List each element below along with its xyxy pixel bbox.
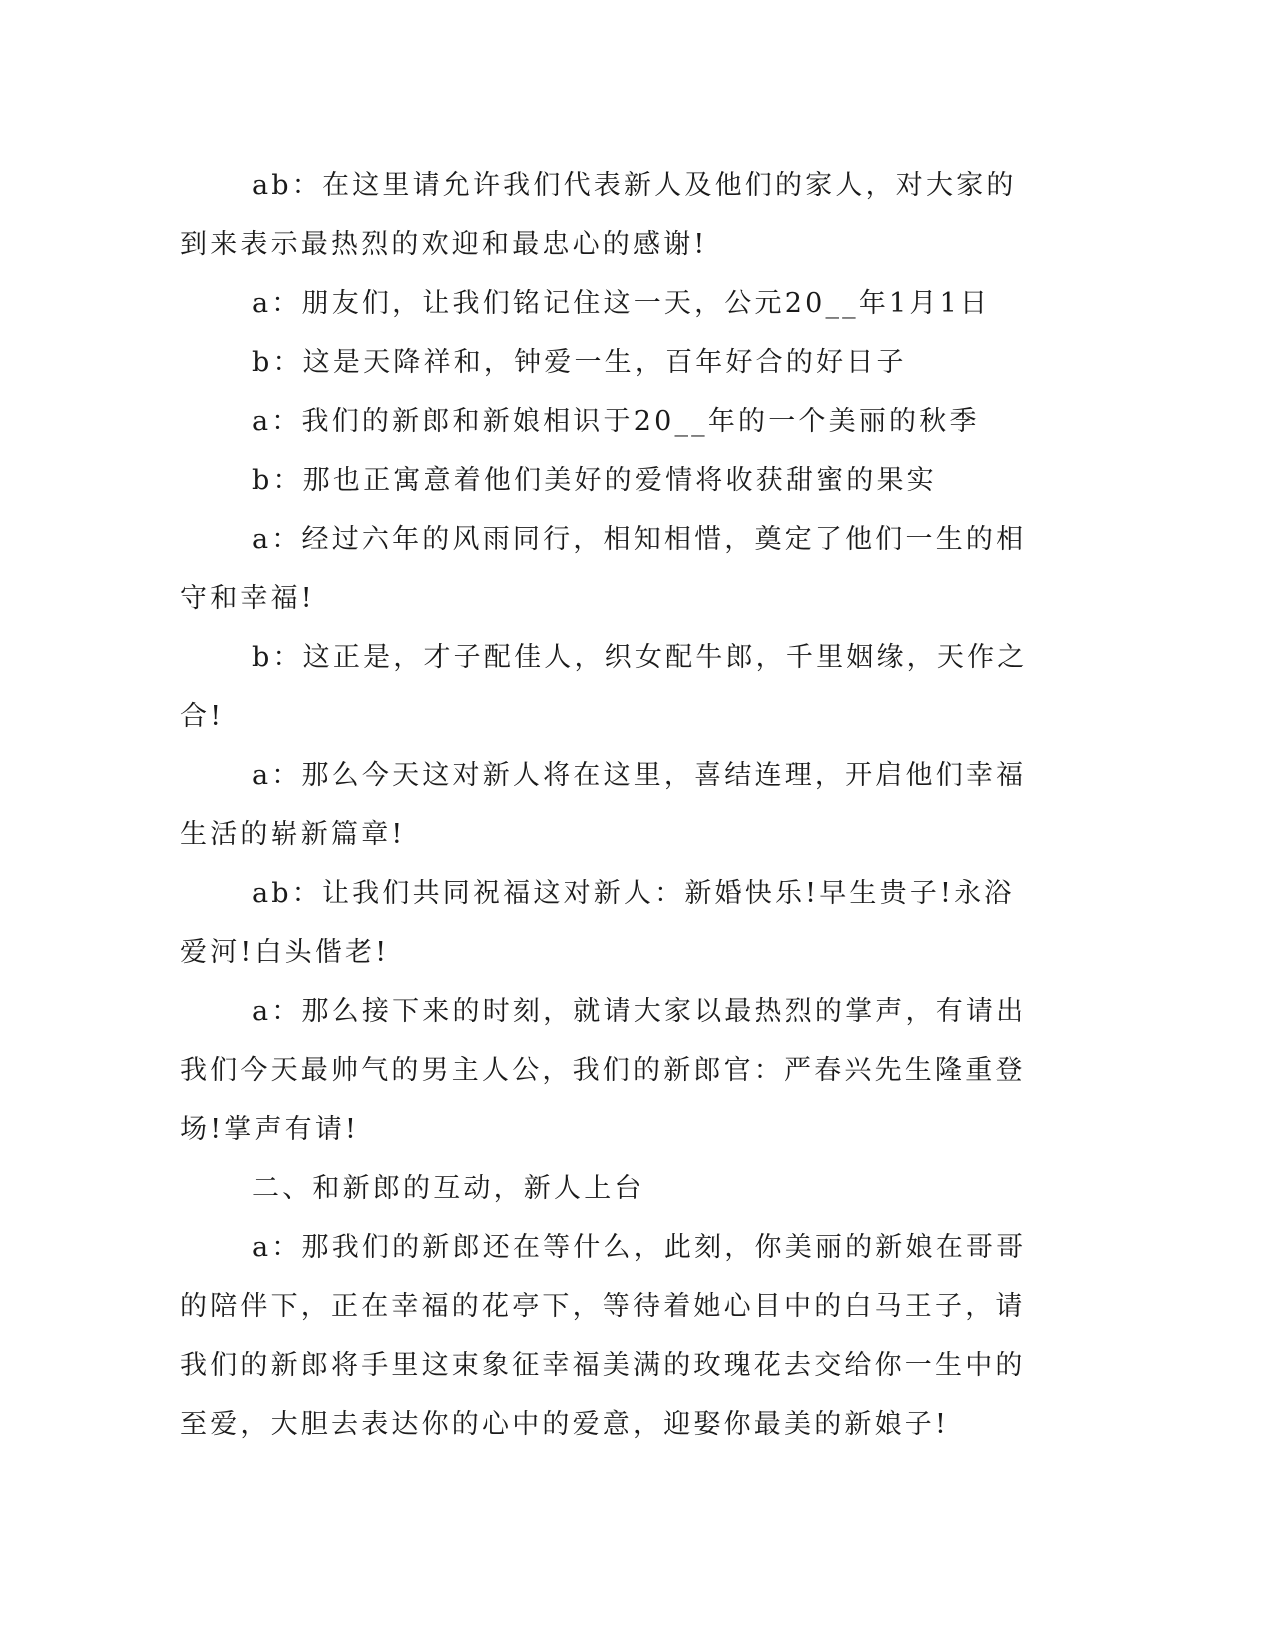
paragraph: b：这正是，才子配佳人，织女配牛郎，千里姻缘，天作之合! (180, 642, 1028, 732)
paragraph: a：那么接下来的时刻，就请大家以最热烈的掌声，有请出我们今天最帅气的男主人公，我们的新郎官：严春兴先生隆重登场!掌声有请! (180, 996, 1027, 1145)
section-heading: 二、和新郎的互动，新人上台 (252, 1173, 645, 1204)
paragraph: a：经过六年的风雨同行，相知相惜，奠定了他们一生的相守和幸福! (180, 524, 1027, 614)
document-body (180, 156, 1035, 1454)
paragraph: a：朋友们，让我们铭记住这一天，公元20__年1月1日 (252, 288, 991, 319)
paragraph: b：那也正寓意着他们美好的爱情将收获甜蜜的果实 (252, 465, 937, 496)
paragraph: ab：在这里请允许我们代表新人及他们的家人，对大家的到来表示最热烈的欢迎和最忠心的感谢! (180, 170, 1017, 260)
paragraph: b：这是天降祥和，钟爱一生，百年好合的好日子 (252, 347, 907, 378)
paragraph: a：我们的新郎和新娘相识于20__年的一个美丽的秋季 (252, 406, 980, 437)
paragraph: a：那么今天这对新人将在这里，喜结连理，开启他们幸福生活的崭新篇章! (180, 760, 1027, 850)
paragraph: ab：让我们共同祝福这对新人：新婚快乐!早生贵子!永浴爱河!白头偕老! (180, 878, 1015, 968)
paragraph: a：那我们的新郎还在等什么，此刻，你美丽的新娘在哥哥的陪伴下，正在幸福的花亭下，等待着她心目中的白马王子，请我们的新郎将手里这束象征幸福美满的玫瑰花去交给你一生中的至爱，大胆去表达你的心中的爱意，迎娶你最美的新娘子! (180, 1232, 1027, 1440)
